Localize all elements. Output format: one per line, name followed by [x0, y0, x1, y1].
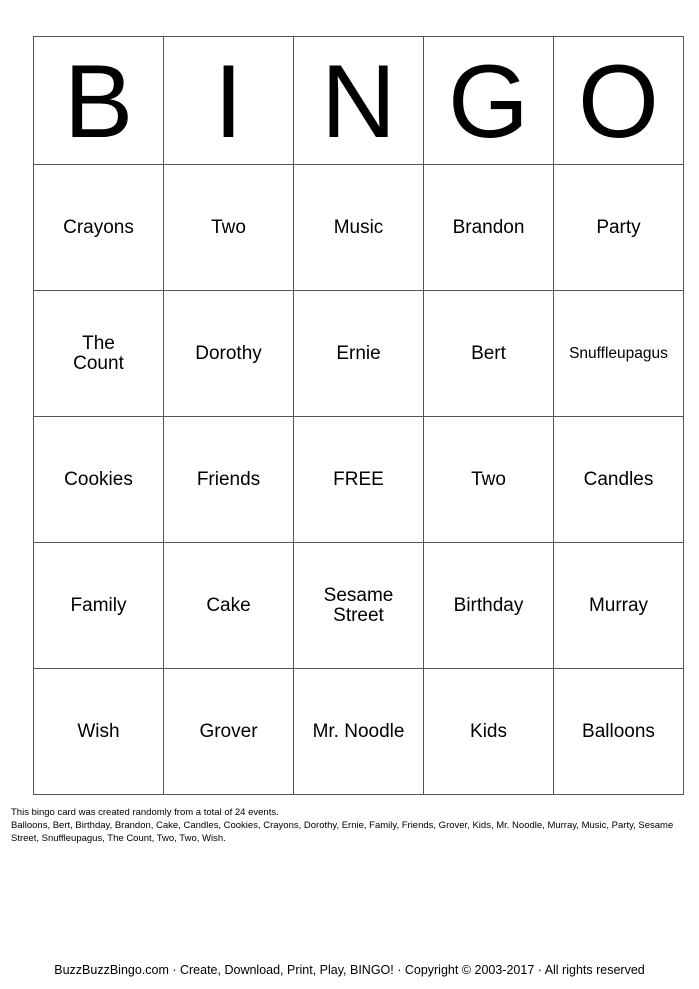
bingo-cell: Grover — [164, 669, 294, 795]
bingo-row-1 — [34, 165, 684, 291]
bingo-cell: Crayons — [34, 165, 164, 291]
bingo-cell: Wish — [34, 669, 164, 795]
bingo-cell: Dorothy — [164, 291, 294, 417]
bingo-cell: Snuffleupagus — [554, 291, 684, 417]
note-event-list: Balloons, Bert, Birthday, Brandon, Cake, Candles, Cookies, Crayons, Dorothy, Ernie, Family, Friends, Grover, Kids, Mr. Noodle, Murray, Music, Party, Sesame Street, Snuffleupagus, The Count, Two, Two, Wish. — [11, 820, 674, 844]
header-letter-g: G — [424, 37, 554, 165]
bingo-cell: Friends — [164, 417, 294, 543]
bingo-row-2 — [34, 291, 684, 417]
bingo-header-row — [34, 37, 684, 165]
bingo-cell: Brandon — [424, 165, 554, 291]
header-letter-b: B — [34, 37, 164, 165]
bingo-cell: Candles — [554, 417, 684, 543]
bingo-cell: Family — [34, 543, 164, 669]
bingo-row-5 — [34, 669, 684, 795]
bingo-card — [33, 36, 684, 795]
bingo-row-3 — [34, 417, 684, 543]
bingo-row-4 — [34, 543, 684, 669]
bingo-cell: Party — [554, 165, 684, 291]
header-letter-n: N — [294, 37, 424, 165]
bingo-cell: Ernie — [294, 291, 424, 417]
note-summary: This bingo card was created randomly from a total of 24 events. — [11, 807, 279, 818]
page-footer: BuzzBuzzBingo.com · Create, Download, Print, Play, BINGO! · Copyright © 2003-2017 · All rights reserved — [54, 963, 645, 977]
bingo-cell: Kids — [424, 669, 554, 795]
bingo-cell: Balloons — [554, 669, 684, 795]
bingo-cell: Two — [424, 417, 554, 543]
bingo-cell: Two — [164, 165, 294, 291]
bingo-free-cell: FREE — [294, 417, 424, 543]
bingo-cell: Birthday — [424, 543, 554, 669]
bingo-cell: Mr. Noodle — [294, 669, 424, 795]
bingo-cell: Cake — [164, 543, 294, 669]
card-note — [11, 806, 691, 845]
bingo-cell: Murray — [554, 543, 684, 669]
header-letter-i: I — [164, 37, 294, 165]
bingo-cell: Bert — [424, 291, 554, 417]
bingo-cell: The Count — [34, 291, 164, 417]
bingo-cell: Sesame Street — [294, 543, 424, 669]
bingo-cell: Music — [294, 165, 424, 291]
header-letter-o: O — [554, 37, 684, 165]
bingo-cell: Cookies — [34, 417, 164, 543]
